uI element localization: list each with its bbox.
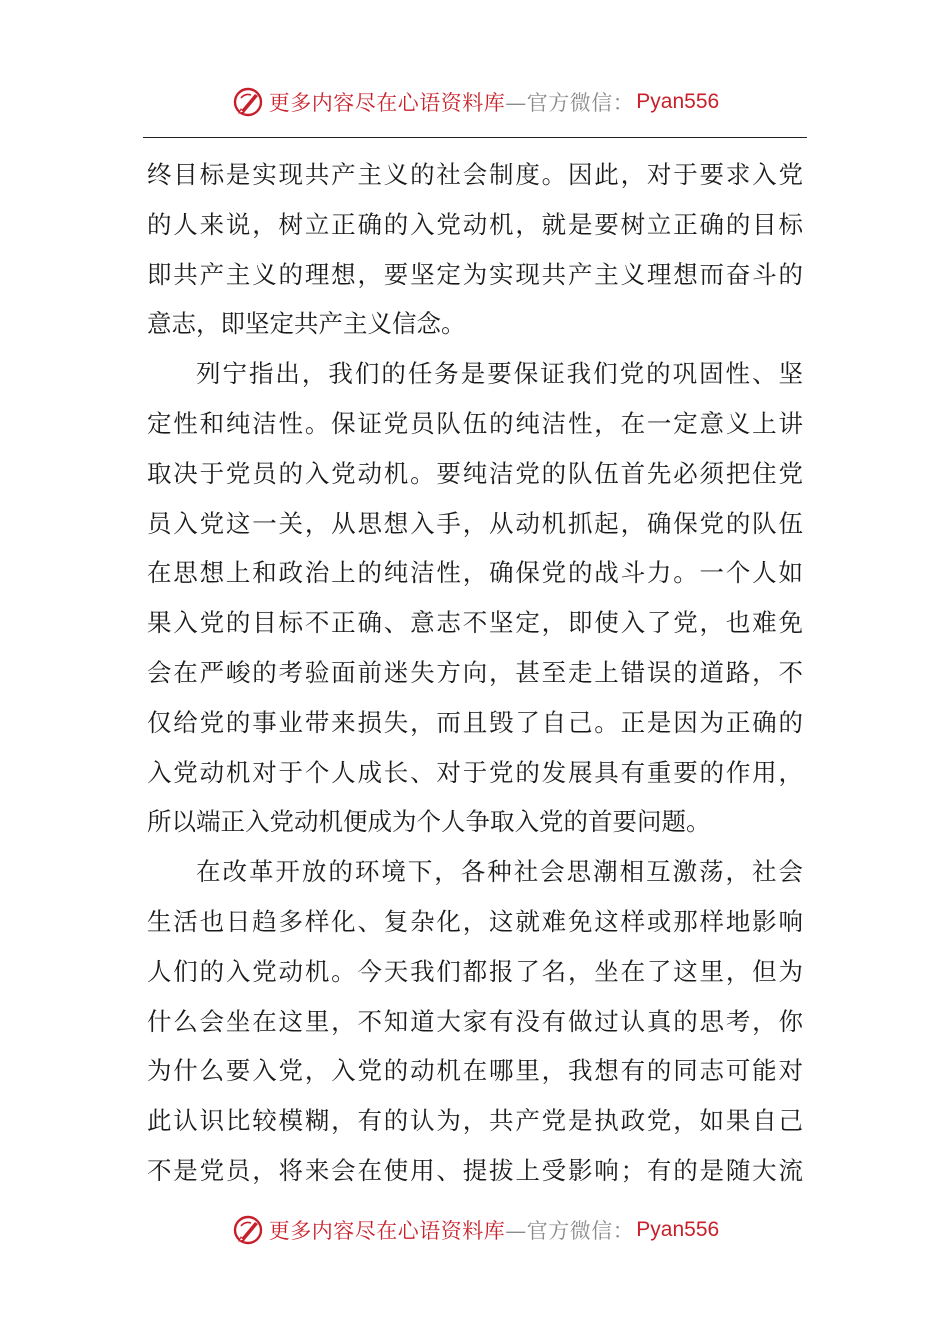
text-line: 此认识比较模糊，有的认为，共产党是执政党，如果自己 [147,1106,803,1136]
header-banner [0,82,950,122]
text-line: 什么会坐在这里，不知道大家有没有做过认真的思考，你 [147,1006,803,1036]
text-line: 定性和纯洁性。保证党员队伍的纯洁性，在一定意义上讲 [147,408,803,438]
document-body [147,150,803,1196]
text-line: 所以端正入党动机便成为个人争取入党的首要问题。 [147,807,711,837]
pen-logo-icon [231,85,265,119]
text-line: 为什么要入党，入党的动机在哪里，我想有的同志可能对 [147,1056,803,1086]
text-line: 果入党的目标不正确、意志不坚定，即使入了党，也难免 [147,608,803,638]
text-line: 在思想上和政治上的纯洁性，确保党的战斗力。一个人如 [147,558,803,588]
header-banner-subtitle: —官方微信： [505,91,635,115]
text-line: 列宁指出，我们的任务是要保证我们党的巩固性、坚 [196,359,803,389]
header-divider [143,137,807,138]
header-banner-wechat-id: Pyan556 [636,90,720,113]
text-line: 入党动机对于个人成长、对于党的发展具有重要的作用， [147,757,803,787]
text-line: 终目标是实现共产主义的社会制度。因此，对于要求入党 [147,160,803,189]
header-banner-title: 更多内容尽在心语资料库 [268,91,506,115]
text-line: 在改革开放的环境下，各种社会思潮相互激荡，社会 [196,857,803,887]
text-line: 会在严峻的考验面前迷失方向，甚至走上错误的道路，不 [147,657,803,687]
footer-banner-subtitle: —官方微信： [505,1219,635,1243]
footer-banner-title: 更多内容尽在心语资料库 [268,1219,506,1243]
text-line: 人们的入党动机。今天我们都报了名，坐在了这里，但为 [147,956,803,986]
footer-banner [0,1210,950,1250]
text-line: 员入党这一关，从思想入手，从动机抓起，确保党的队伍 [147,508,803,538]
text-line: 不是党员，将来会在使用、提拔上受影响；有的是随大流 [147,1155,803,1185]
text-line: 生活也日趋多样化、复杂化，这就难免这样或那样地影响 [147,906,803,936]
text-line: 即共产主义的理想，要坚定为实现共产主义理想而奋斗的 [147,259,803,289]
text-line: 取决于党员的入党动机。要纯洁党的队伍首先必须把住党 [147,458,803,488]
footer-banner-wechat-id: Pyan556 [636,1218,720,1241]
text-line: 仅给党的事业带来损失，而且毁了自己。正是因为正确的 [147,707,803,737]
text-line: 意志，即坚定共产主义信念。 [147,309,466,339]
text-line: 的人来说，树立正确的入党动机，就是要树立正确的目标 [147,209,803,239]
pen-logo-icon [231,1213,265,1247]
